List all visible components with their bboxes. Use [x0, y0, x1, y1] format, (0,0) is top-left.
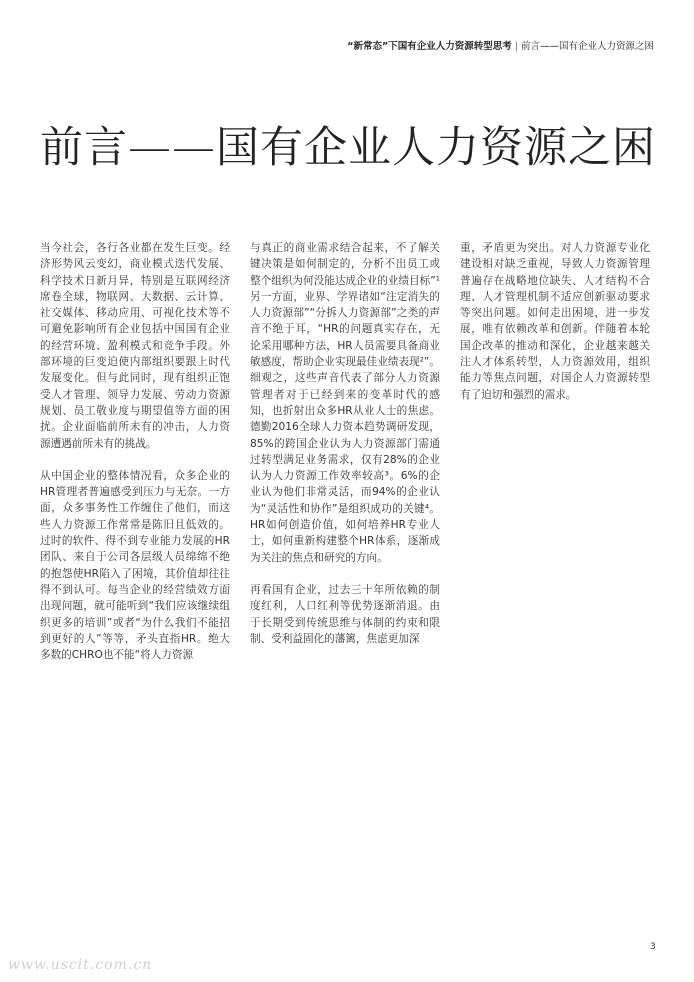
header-report-title: “新常态”下国有企业人力资源转型思考 — [347, 41, 512, 52]
page-title: 前言——国有企业人力资源之困 — [40, 123, 656, 173]
paragraph: 与真正的商业需求结合起来，不了解关键决策是如何制定的，分析不出员工或整个组织为何没能达成企业的业绩目标”¹另一方面，业界、学界诸如“注定消失的人力资源部”“分拆人力资源部”之类的声音不绝于耳，“HR的问题真实存在，无论采用哪种方法，HR人员需要具备商业敏感度，帮助企业实现最佳业绩表现²”。细观之，这些声音代表了部分人力资源管理者对于已经到来的变革时代的感知，也折射出众多HR从业人士的焦虑。德勤2016全球人力资本趋势调研发现，85%的跨国企业认为人力资源部门需通过转型满足业务需求，仅有28%的企业认为人力资源工作效率较高³。6%的企业认为他们非常灵活，而94%的企业认为“灵活性和协作”是组织成功的关键⁴。HR如何创造价值，如何培养HR专业人士，如何重新构建整个HR体系，逐渐成为关注的焦点和研究的方向。 — [250, 242, 440, 564]
page-number: 3 — [650, 942, 656, 952]
paragraph: 从中国企业的整体情况看，众多企业的HR管理者普遍感受到压力与无奈。一方面，众多事务性工作缠住了他们，而这些人力资源工作常常是陈旧且低效的。过时的软件、得不到专业能力发展的HR团队、来自于公司各层级人员绵绵不绝的抱怨使HR陷入了困境，其价值却往往得不到认可。每当企业的经营绩效方面出现问题，就可能听到“我们应该继续组织更多的培训”或者“为什么我们不能招到更好的人”等等，矛头直指HR。绝大多数的CHRO也不能“将人力资源 — [40, 469, 230, 662]
watermark: www.uscit.com.cn — [8, 957, 153, 973]
text-column-3 — [460, 240, 650, 419]
paragraph: 再看国有企业，过去三十年所依赖的制度红利，人口红利等优势逐渐消退。由于长期受到传统思维与体制的约束和限制、受利益固化的藩篱，焦虑更加深 — [250, 583, 440, 645]
paragraph: 当今社会，各行各业都在发生巨变。经济形势风云变幻，商业模式迭代发展、科学技术日新月异，特别是互联网经济席卷全球，物联网、大数据、云计算、社交媒体、移动应用、可视化技术等不可避免影响所有企业包括中国国有企业的经营环境、盈利模式和竞争手段。外部环境的巨变迫使内部组织要跟上时代发展变化。但与此同时，现有组织正饱受人才管理、领导力发展、劳动力资源规划、员工敬业度与期望值等方面的困扰。企业面临前所未有的冲击，人力资源遭遇前所未有的挑战。 — [40, 242, 230, 450]
header-separator: | — [514, 41, 518, 52]
running-header — [347, 38, 654, 52]
header-section-title: 前言——国有企业人力资源之困 — [520, 41, 654, 52]
paragraph: 重，矛盾更为突出。对人力资源专业化建设相对缺乏重视，导致人力资源管理普遍存在战略地位缺失、人才结构不合理、人才管理机制不适应创新驱动要求等突出问题。如何走出困境，进一步发展，唯有依赖改革和创新。伴随着本轮国企改革的推动和深化，企业越来越关注人才体系转型，人力资源效用，组织能力等焦点问题，对国企人力资源转型有了迫切和强烈的需求。 — [460, 242, 650, 401]
text-column-2 — [250, 240, 440, 663]
text-column-1 — [40, 240, 230, 679]
